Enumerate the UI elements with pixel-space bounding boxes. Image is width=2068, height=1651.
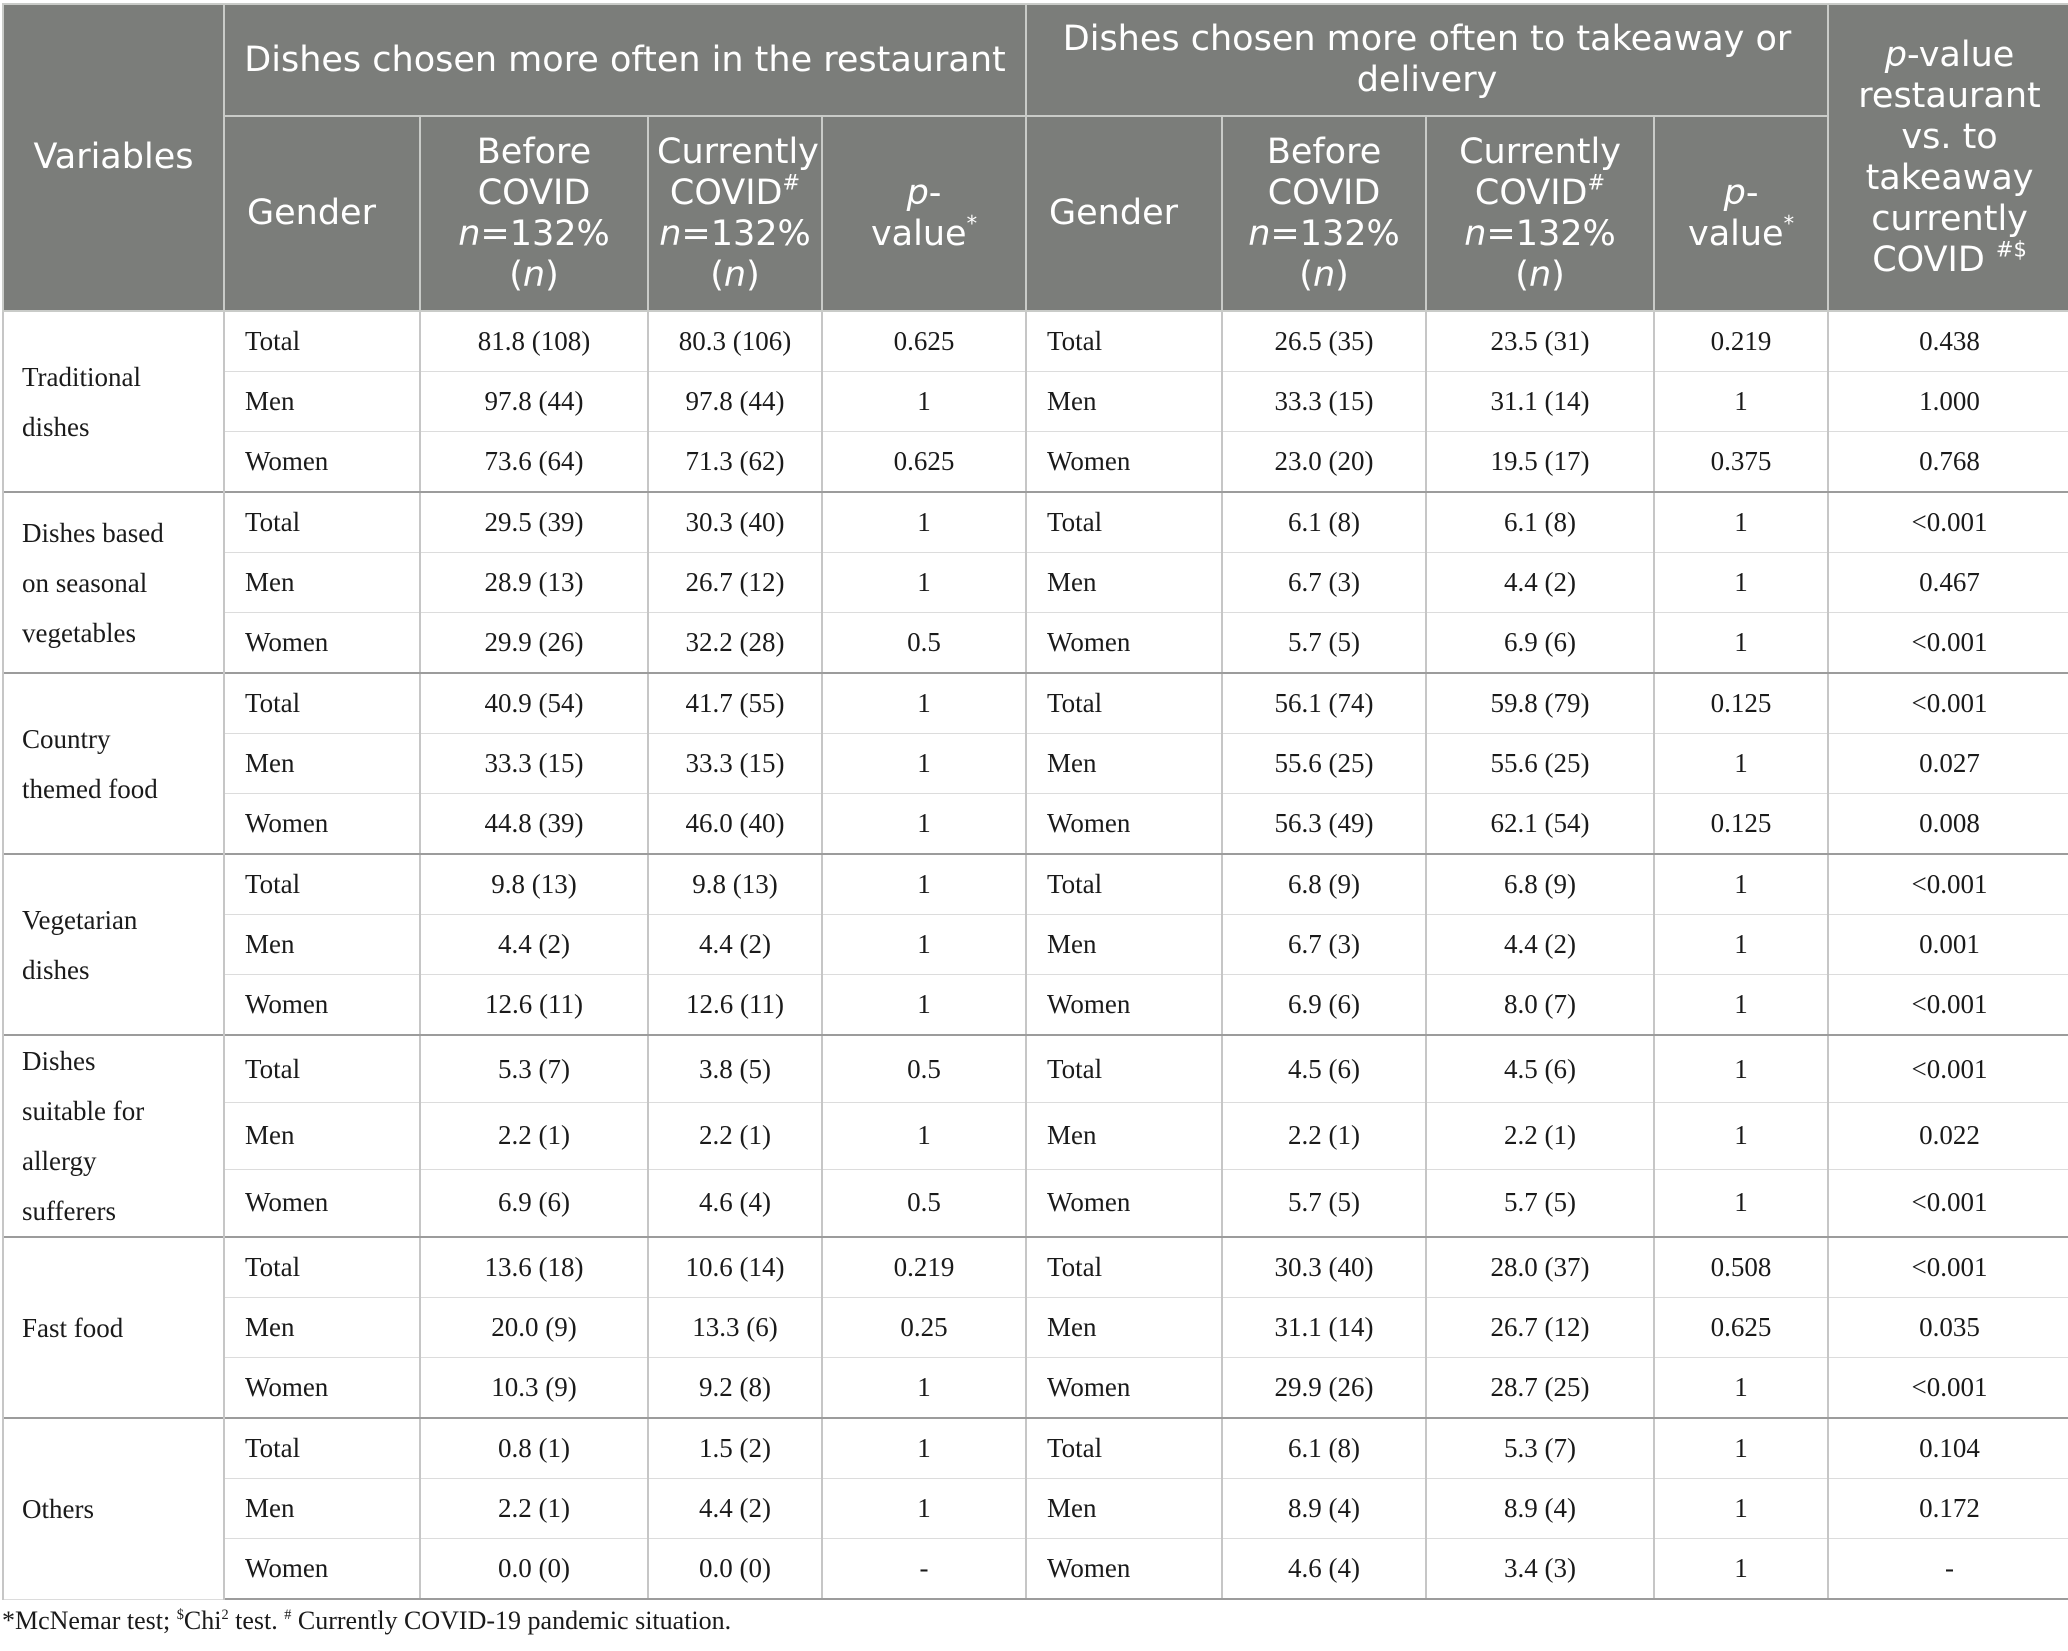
restaurant-before-cell: 5.3 (7) [420,1035,648,1103]
takeaway-pvalue-cell: 0.219 [1654,311,1828,372]
takeaway-before-cell: 6.9 (6) [1222,975,1426,1036]
takeaway-pvalue-cell: 1 [1654,1103,1828,1170]
restaurant-before-cell: 44.8 (39) [420,794,648,855]
gender-cell: Women [224,1539,420,1600]
restaurant-current-cell: 3.8 (5) [648,1035,822,1103]
restaurant-pvalue-cell: 1 [822,1358,1026,1419]
restaurant-before-cell: 29.5 (39) [420,492,648,553]
restaurant-before-cell: 0.0 (0) [420,1539,648,1600]
takeaway-gender-cell: Men [1026,1103,1222,1170]
takeaway-pvalue-cell: 1 [1654,1539,1828,1600]
gender-cell: Men [224,372,420,432]
pvalue-compare-cell: 0.104 [1828,1418,2068,1479]
takeaway-gender-cell: Total [1026,492,1222,553]
restaurant-before-cell: 20.0 (9) [420,1298,648,1358]
takeaway-before-cell: 6.8 (9) [1222,854,1426,915]
results-table-container [2,3,2066,1600]
table-header [3,4,2068,311]
takeaway-current-cell: 4.4 (2) [1426,553,1654,613]
restaurant-before-cell: 9.8 (13) [420,854,648,915]
takeaway-before-cell: 56.3 (49) [1222,794,1426,855]
table-row [3,1298,2068,1358]
takeaway-gender-cell: Women [1026,1539,1222,1600]
restaurant-current-cell: 71.3 (62) [648,432,822,493]
takeaway-gender-cell: Total [1026,1035,1222,1103]
takeaway-group-header: Dishes chosen more often to takeaway or delivery [1026,4,1828,116]
takeaway-current-cell: 6.1 (8) [1426,492,1654,553]
takeaway-pvalue-cell: 0.125 [1654,673,1828,734]
takeaway-before-cell: 6.7 (3) [1222,915,1426,975]
takeaway-current-cell: 55.6 (25) [1426,734,1654,794]
pvalue-compare-cell: 1.000 [1828,372,2068,432]
restaurant-current-cell: 30.3 (40) [648,492,822,553]
restaurant-pvalue-cell: 0.625 [822,311,1026,372]
table-row [3,613,2068,674]
takeaway-gender-cell: Men [1026,553,1222,613]
table-row [3,1169,2068,1237]
table-row [3,734,2068,794]
takeaway-current-cell: 3.4 (3) [1426,1539,1654,1600]
pvalue-compare-cell: - [1828,1539,2068,1600]
gender-cell: Women [224,432,420,493]
restaurant-current-cell: 4.6 (4) [648,1169,822,1237]
takeaway-gender-cell: Total [1026,311,1222,372]
restaurant-pvalue-cell: 0.5 [822,1169,1026,1237]
takeaway-pvalue-cell: 1 [1654,372,1828,432]
restaurant-current-cell: 41.7 (55) [648,673,822,734]
takeaway-pvalue-cell: 1 [1654,1358,1828,1419]
takeaway-gender-cell: Total [1026,673,1222,734]
takeaway-before-cell: 56.1 (74) [1222,673,1426,734]
table-row [3,1539,2068,1600]
gender-cell: Total [224,1418,420,1479]
variables-header: Variables [3,4,224,311]
pvalue-compare-cell: 0.027 [1828,734,2068,794]
restaurant-before-cell: 33.3 (15) [420,734,648,794]
pvalue-compare-cell: <0.001 [1828,613,2068,674]
restaurant-current-cell: 80.3 (106) [648,311,822,372]
table-row [3,1479,2068,1539]
restaurant-current-cell: 46.0 (40) [648,794,822,855]
table-footnote: *McNemar test; $Chi$^2$ test. # Currently COVID-19 pandemic situation. [2,1606,732,1635]
variable-cell: Dishes based on seasonal vegetables [3,492,224,673]
gender-cell: Men [224,915,420,975]
takeaway-current-cell: 8.9 (4) [1426,1479,1654,1539]
restaurant-current-cell: 9.2 (8) [648,1358,822,1419]
restaurant-pvalue-cell: - [822,1539,1026,1600]
takeaway-before-cell: 6.7 (3) [1222,553,1426,613]
restaurant-current-cell: 33.3 (15) [648,734,822,794]
takeaway-pvalue-cell: 1 [1654,492,1828,553]
takeaway-gender-cell: Men [1026,915,1222,975]
table-row [3,1237,2068,1298]
variable-cell: Country themed food [3,673,224,854]
takeaway-current-cell: 28.7 (25) [1426,1358,1654,1419]
takeaway-pvalue-cell: 1 [1654,854,1828,915]
gender-cell: Total [224,854,420,915]
takeaway-current-cell: 28.0 (37) [1426,1237,1654,1298]
table-row [3,492,2068,553]
restaurant-pvalue-cell: 1 [822,492,1026,553]
takeaway-current-cell: 8.0 (7) [1426,975,1654,1036]
gender-cell: Women [224,794,420,855]
variable-cell: Vegetarian dishes [3,854,224,1035]
takeaway-current-cell: 23.5 (31) [1426,311,1654,372]
takeaway-current-cell: 26.7 (12) [1426,1298,1654,1358]
takeaway-pvalue-cell: 1 [1654,915,1828,975]
pvalue-compare-cell: 0.008 [1828,794,2068,855]
restaurant-pvalue-cell: 1 [822,915,1026,975]
pvalue-compare-header: p-value restaurant vs. to takeaway currently COVID #$ [1828,4,2068,311]
restaurant-pvalue-cell: 1 [822,553,1026,613]
before-covid-header-takeaway: Before COVID n=132% (n) [1222,116,1426,311]
restaurant-pvalue-cell: 1 [822,1479,1026,1539]
gender-cell: Women [224,1169,420,1237]
pvalue-compare-cell: 0.022 [1828,1103,2068,1170]
table-row [3,1103,2068,1170]
takeaway-before-cell: 55.6 (25) [1222,734,1426,794]
pvalue-compare-cell: 0.438 [1828,311,2068,372]
takeaway-gender-cell: Men [1026,1298,1222,1358]
pvalue-compare-cell: <0.001 [1828,1358,2068,1419]
table-row [3,372,2068,432]
table-row [3,1358,2068,1419]
restaurant-current-cell: 0.0 (0) [648,1539,822,1600]
table-row [3,673,2068,734]
restaurant-before-cell: 28.9 (13) [420,553,648,613]
takeaway-pvalue-cell: 1 [1654,734,1828,794]
takeaway-gender-cell: Total [1026,1237,1222,1298]
takeaway-before-cell: 31.1 (14) [1222,1298,1426,1358]
takeaway-current-cell: 62.1 (54) [1426,794,1654,855]
takeaway-before-cell: 5.7 (5) [1222,613,1426,674]
pvalue-compare-cell: 0.001 [1828,915,2068,975]
pvalue-compare-cell: <0.001 [1828,1237,2068,1298]
gender-cell: Total [224,673,420,734]
takeaway-pvalue-cell: 0.375 [1654,432,1828,493]
takeaway-gender-cell: Women [1026,432,1222,493]
takeaway-gender-cell: Women [1026,613,1222,674]
restaurant-current-cell: 97.8 (44) [648,372,822,432]
gender-cell: Men [224,553,420,613]
restaurant-pvalue-cell: 1 [822,794,1026,855]
takeaway-before-cell: 26.5 (35) [1222,311,1426,372]
variable-cell: Others [3,1418,224,1599]
gender-cell: Men [224,1479,420,1539]
restaurant-pvalue-cell: 1 [822,372,1026,432]
pvalue-compare-cell: <0.001 [1828,854,2068,915]
restaurant-current-cell: 13.3 (6) [648,1298,822,1358]
restaurant-pvalue-cell: 0.25 [822,1298,1026,1358]
takeaway-before-cell: 4.6 (4) [1222,1539,1426,1600]
before-covid-header: Before COVID n=132% (n) [420,116,648,311]
table-row [3,1035,2068,1103]
takeaway-current-cell: 6.9 (6) [1426,613,1654,674]
restaurant-before-cell: 40.9 (54) [420,673,648,734]
pvalue-compare-cell: 0.172 [1828,1479,2068,1539]
restaurant-current-cell: 4.4 (2) [648,1479,822,1539]
pvalue-compare-cell: 0.035 [1828,1298,2068,1358]
table-row [3,794,2068,855]
takeaway-pvalue-cell: 0.625 [1654,1298,1828,1358]
takeaway-before-cell: 5.7 (5) [1222,1169,1426,1237]
takeaway-before-cell: 6.1 (8) [1222,492,1426,553]
restaurant-before-cell: 2.2 (1) [420,1479,648,1539]
gender-cell: Women [224,613,420,674]
restaurant-pvalue-cell: 1 [822,975,1026,1036]
takeaway-pvalue-cell: 0.508 [1654,1237,1828,1298]
takeaway-gender-cell: Total [1026,1418,1222,1479]
restaurant-pvalue-cell: 1 [822,673,1026,734]
takeaway-pvalue-cell: 1 [1654,975,1828,1036]
gender-cell: Men [224,734,420,794]
restaurant-current-cell: 26.7 (12) [648,553,822,613]
takeaway-current-cell: 59.8 (79) [1426,673,1654,734]
takeaway-before-cell: 2.2 (1) [1222,1103,1426,1170]
takeaway-gender-cell: Men [1026,734,1222,794]
table-row [3,1418,2068,1479]
restaurant-current-cell: 1.5 (2) [648,1418,822,1479]
takeaway-before-cell: 29.9 (26) [1222,1358,1426,1419]
takeaway-pvalue-cell: 1 [1654,553,1828,613]
restaurant-before-cell: 6.9 (6) [420,1169,648,1237]
takeaway-pvalue-cell: 1 [1654,1418,1828,1479]
gender-cell: Total [224,492,420,553]
restaurant-pvalue-cell: 1 [822,854,1026,915]
restaurant-before-cell: 29.9 (26) [420,613,648,674]
takeaway-current-cell: 6.8 (9) [1426,854,1654,915]
restaurant-before-cell: 10.3 (9) [420,1358,648,1419]
table-row [3,432,2068,493]
currently-covid-header: Currently COVID# n=132% (n) [648,116,822,311]
table-row [3,915,2068,975]
pvalue-compare-cell: <0.001 [1828,975,2068,1036]
takeaway-gender-cell: Women [1026,794,1222,855]
takeaway-current-cell: 4.5 (6) [1426,1035,1654,1103]
footnote-star: * [2,1606,15,1635]
table-row [3,553,2068,613]
takeaway-pvalue-cell: 1 [1654,1035,1828,1103]
takeaway-gender-cell: Women [1026,1169,1222,1237]
restaurant-current-cell: 4.4 (2) [648,915,822,975]
takeaway-current-cell: 4.4 (2) [1426,915,1654,975]
takeaway-before-cell: 30.3 (40) [1222,1237,1426,1298]
pvalue-compare-cell: <0.001 [1828,1035,2068,1103]
currently-covid-header-takeaway: Currently COVID# n=132% (n) [1426,116,1654,311]
variable-cell: Traditional dishes [3,311,224,492]
gender-cell: Men [224,1298,420,1358]
table-row [3,975,2068,1036]
pvalue-header: p- value* [822,116,1026,311]
takeaway-before-cell: 33.3 (15) [1222,372,1426,432]
restaurant-pvalue-cell: 0.5 [822,613,1026,674]
restaurant-before-cell: 13.6 (18) [420,1237,648,1298]
takeaway-gender-cell: Women [1026,975,1222,1036]
restaurant-pvalue-cell: 1 [822,1418,1026,1479]
pvalue-compare-cell: 0.467 [1828,553,2068,613]
gender-cell: Women [224,1358,420,1419]
takeaway-pvalue-cell: 1 [1654,1169,1828,1237]
restaurant-current-cell: 9.8 (13) [648,854,822,915]
restaurant-before-cell: 0.8 (1) [420,1418,648,1479]
restaurant-pvalue-cell: 1 [822,734,1026,794]
gender-header-takeaway: Gender [1026,116,1222,311]
gender-cell: Total [224,1035,420,1103]
table-row [3,311,2068,372]
restaurant-current-cell: 12.6 (11) [648,975,822,1036]
restaurant-group-header: Dishes chosen more often in the restaurant [224,4,1026,116]
takeaway-current-cell: 19.5 (17) [1426,432,1654,493]
gender-header: Gender [224,116,420,311]
pvalue-compare-cell: <0.001 [1828,673,2068,734]
restaurant-before-cell: 81.8 (108) [420,311,648,372]
restaurant-pvalue-cell: 1 [822,1103,1026,1170]
table-body [3,311,2068,1599]
gender-cell: Men [224,1103,420,1170]
takeaway-gender-cell: Men [1026,1479,1222,1539]
restaurant-before-cell: 73.6 (64) [420,432,648,493]
pvalue-header-takeaway: p- value* [1654,116,1828,311]
takeaway-current-cell: 2.2 (1) [1426,1103,1654,1170]
takeaway-before-cell: 8.9 (4) [1222,1479,1426,1539]
pvalue-compare-cell: <0.001 [1828,1169,2068,1237]
takeaway-gender-cell: Women [1026,1358,1222,1419]
takeaway-current-cell: 5.7 (5) [1426,1169,1654,1237]
variable-cell: Dishes suitable for allergy sufferers [3,1035,224,1237]
table-row [3,854,2068,915]
takeaway-pvalue-cell: 1 [1654,613,1828,674]
restaurant-current-cell: 32.2 (28) [648,613,822,674]
takeaway-gender-cell: Total [1026,854,1222,915]
restaurant-before-cell: 2.2 (1) [420,1103,648,1170]
results-table [2,3,2068,1600]
restaurant-current-cell: 10.6 (14) [648,1237,822,1298]
takeaway-current-cell: 31.1 (14) [1426,372,1654,432]
takeaway-before-cell: 6.1 (8) [1222,1418,1426,1479]
takeaway-pvalue-cell: 1 [1654,1479,1828,1539]
restaurant-pvalue-cell: 0.625 [822,432,1026,493]
gender-cell: Total [224,1237,420,1298]
restaurant-current-cell: 2.2 (1) [648,1103,822,1170]
gender-cell: Total [224,311,420,372]
takeaway-pvalue-cell: 0.125 [1654,794,1828,855]
restaurant-before-cell: 12.6 (11) [420,975,648,1036]
restaurant-pvalue-cell: 0.5 [822,1035,1026,1103]
gender-cell: Women [224,975,420,1036]
restaurant-pvalue-cell: 0.219 [822,1237,1026,1298]
variable-cell: Fast food [3,1237,224,1418]
restaurant-before-cell: 4.4 (2) [420,915,648,975]
takeaway-current-cell: 5.3 (7) [1426,1418,1654,1479]
takeaway-gender-cell: Men [1026,372,1222,432]
pvalue-compare-cell: 0.768 [1828,432,2068,493]
pvalue-compare-cell: <0.001 [1828,492,2068,553]
restaurant-before-cell: 97.8 (44) [420,372,648,432]
takeaway-before-cell: 4.5 (6) [1222,1035,1426,1103]
takeaway-before-cell: 23.0 (20) [1222,432,1426,493]
